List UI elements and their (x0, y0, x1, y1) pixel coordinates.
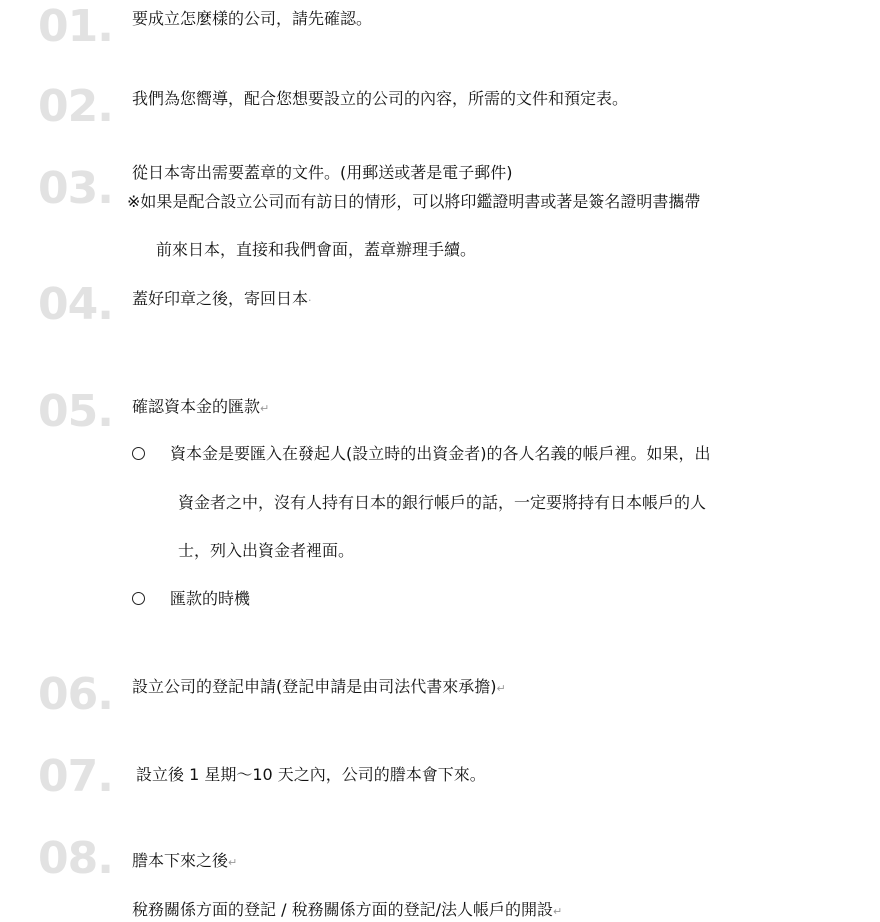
step-08-text-2: 稅務關係方面的登記 / 稅務關係方面的登記/法人帳戶的開設↵ (132, 900, 563, 919)
paragraph-mark: ↵ (260, 402, 270, 415)
circle-bullet-icon (132, 447, 145, 460)
step-03-note-cont: 前來日本，直接和我們會面，蓋章辦理手續。 (156, 240, 477, 259)
step-number-04: 04. (38, 279, 113, 330)
step-number-01: 01. (38, 1, 113, 52)
step-number-05: 05. (38, 386, 113, 437)
step-03-note: ※如果是配合設立公司而有訪日的情形，可以將印鑑證明書或著是簽名證明書攜帶 (127, 192, 701, 211)
step-05-bullet-1-line-2: 資金者之中，沒有人持有日本的銀行帳戶的話，一定要將持有日本帳戶的人 (178, 493, 707, 512)
step-02-text: 我們為您嚮導，配合您想要設立的公司的內容，所需的文件和預定表。 (132, 89, 629, 108)
step-number-08: 08. (38, 833, 113, 884)
paragraph-mark: ↵ (496, 682, 506, 695)
step-05-bullet-1-line-3: 士，列入出資金者裡面。 (178, 541, 355, 560)
step-number-03: 03. (38, 163, 113, 214)
paragraph-mark: ↵ (552, 905, 563, 918)
paragraph-mark: ↵ (228, 856, 238, 869)
step-number-06: 06. (38, 669, 113, 720)
step-05-bullet-1-line-1: 資本金是要匯入在發起人(設立時的出資金者)的各人名義的帳戶裡。如果，出 (170, 444, 711, 463)
step-07-text: 設立後 1 星期～10 天之內，公司的謄本會下來。 (136, 765, 486, 784)
step-03-text: 從日本寄出需要蓋章的文件。(用郵送或著是電子郵件) (132, 163, 513, 182)
step-01-text: 要成立怎麼樣的公司，請先確認。 (132, 9, 373, 28)
step-06-text: 設立公司的登記申請(登記申請是由司法代書來承擔)↵ (132, 677, 506, 696)
step-04-text: 蓋好印章之後，寄回日本· (132, 289, 312, 308)
step-number-02: 02. (38, 81, 113, 132)
step-05-bullet-2: 匯款的時機 (170, 589, 251, 608)
paragraph-mark: · (308, 294, 312, 307)
step-05-text: 確認資本金的匯款↵ (132, 397, 270, 416)
step-number-07: 07. (38, 751, 113, 802)
circle-bullet-icon (132, 592, 145, 605)
step-08-text: 謄本下來之後↵ (132, 851, 238, 870)
